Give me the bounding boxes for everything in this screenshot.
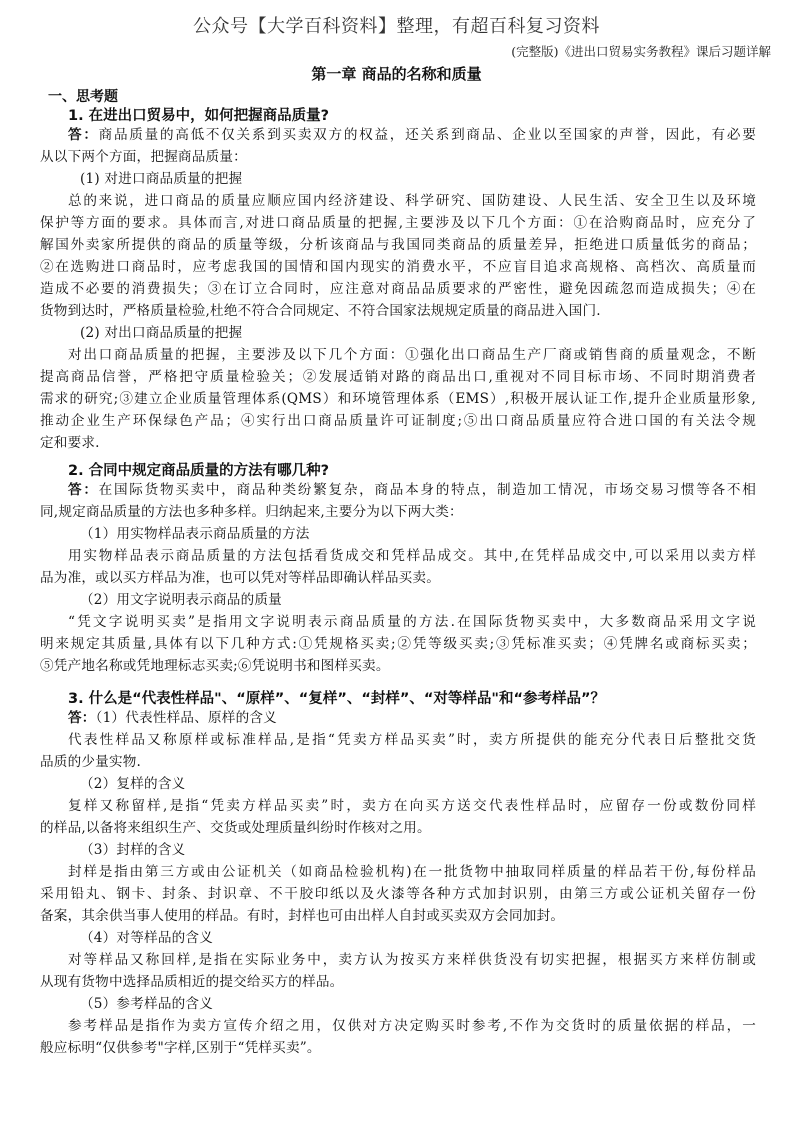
paragraph-line: 提高商品信誉，严格把守质量检验关；②发展适销对路的商品出口,重视对不同目标市场、不同时期消费者 [40,369,756,385]
paragraph-line: 般应标明“仅供参考"字样,区别于“凭样买卖”。 [40,1040,321,1056]
paragraph-line: 保护等方面的要求。具体而言,对进口商品质量的把握,主要涉及以下几个方面：①在洽购商品时，应充分了 [40,215,756,231]
document-subtitle: (完整版)《进出口贸易实务教程》课后习题详解 [511,44,771,59]
answer-label: 答： [68,710,96,726]
paragraph-line: 代表性样品又称原样或标准样品,是指“凭卖方样品买卖”时，卖方所提供的能充分代表日后整批交货 [68,732,756,748]
paragraph-line: 明来规定其质量,具体有以下几种方式:①凭规格买卖;②凭等级买卖;③凭标准买卖；④凭牌名或商标买卖； [40,636,756,652]
paragraph-line: 封样是指由第三方或由公证机关（如商品检验机构)在一批货物中抽取同样质量的样品若干份,每份样品 [68,864,756,880]
paragraph-line: 答：在国际货物买卖中，商品种类纷繁复杂，商品本身的特点，制造加工情况，市场交易习惯等各不相 [68,482,756,498]
paragraph-line: 从现有货物中选择品质相近的提交给买方的样品。 [40,974,344,990]
paragraph-line: 品为准，或以买方样品为准，也可以凭对等样品即确认样品买卖。 [40,570,441,586]
question-3-title: 3. 什么是“代表性样品"、“原样”、“复样”、“封样”、“对等样品"和“参考样品”？ [68,691,606,707]
paragraph-line: 采用铅丸、钢卡、封条、封识章、不干胶印纸以及火漆等各种方式加封识别，由第三方或公证机关留存一份 [40,886,756,902]
paragraph-line: 对等样品又称回样,是指在实际业务中，卖方认为按买方来样供货没有切实把握，根据买方来样仿制或 [68,952,756,968]
paragraph-line: 复样又称留样,是指“凭卖方样品买卖”时，卖方在向买方送交代表性样品时，应留存一份或数份同样 [68,798,756,814]
paragraph-line: 用实物样品表示商品质量的方法包括看货成交和凭样品成交。其中,在凭样品成交中,可以采用以卖方样 [68,548,756,564]
subheading: （5）参考样品的含义 [80,996,213,1012]
answer-label: 答： [68,482,99,498]
subheading: （4）对等样品的含义 [80,930,213,946]
subheading: (1) 对进口商品质量的把握 [80,171,243,187]
paragraph-line: 推动企业生产环保绿色产品；④实行出口商品质量许可证制度;⑤出口商品质量应符合进口国的有关法令规 [40,413,756,429]
paragraph-line: 参考样品是指作为卖方宣传介绍之用，仅供对方决定购买时参考,不作为交货时的质量依据的样品，一 [68,1018,756,1034]
paragraph-line: 的样品,以备将来组织生产、交货或处理质量纠纷时作核对之用。 [40,820,431,836]
paragraph-line: 总的来说，进口商品的质量应顺应国内经济建设、科学研究、国防建设、人民生活、安全卫生以及环境 [68,193,756,209]
section-title: 一、思考题 [48,89,118,105]
watermark-banner: 公众号【大学百科资料】整理，有超百科复习资料 [193,16,600,37]
paragraph-line: “凭文字说明买卖”是指用文字说明表示商品质量的方法.在国际货物买卖中，大多数商品采用文字说 [68,614,756,630]
paragraph-line: 定和要求. [40,435,100,451]
paragraph-line: ②在选购进口商品时，应考虑我国的国情和国内现实的消费水平，不应盲目追求高规格、高档次、高质量而 [40,259,756,275]
paragraph-line: 答：（1）代表性样品、原样的含义 [68,710,277,726]
paragraph-line: 备案，其余供当事人使用的样品。有时，封样也可由出样人自封或买卖双方会同加封。 [40,908,565,924]
paragraph-line: 答：商品质量的高低不仅关系到买卖双方的权益，还关系到商品、企业以至国家的声誉，因此，有必要 [68,127,756,143]
paragraph-line: 品质的少量实物. [40,754,142,770]
answer-label: 答： [68,127,99,143]
subheading: （1）用实物样品表示商品质量的方法 [80,526,310,542]
paragraph-line: 从以下两个方面，把握商品质量： [40,149,247,165]
paragraph-line: 货物到达时，严格质量检验,杜绝不符合合同规定、不符合国家法规规定质量的商品进入国门. [40,303,601,319]
paragraph-line: 解国外卖家所提供的商品的质量等级，分析该商品与我国同类商品的质量差异，拒绝进口质量低劣的商品； [40,237,756,253]
subheading: (2) 对出口商品质量的把握 [80,325,243,341]
paragraph-line: 造成不必要的消费损失；③在订立合同时，应注意对商品品质要求的严密性，避免因疏忽而造成损失；④在 [40,281,756,297]
paragraph-line: 需求的研究;③建立企业质量管理体系(QMS）和环境管理体系（EMS）,积极开展认证工作,提升企业质量形象, [40,391,756,407]
paragraph-line: 同,规定商品质量的方法也多种多样。归纳起来,主要分为以下两大类： [40,504,463,520]
subheading: （3）封样的含义 [80,842,186,858]
question-1-title: 1. 在进出口贸易中，如何把握商品质量? [68,108,330,124]
subheading: （2）用文字说明表示商品的质量 [80,592,282,608]
paragraph-line: 对出口商品质量的把握，主要涉及以下几个方面：①强化出口商品生产厂商或销售商的质量观念，不断 [68,347,756,363]
chapter-title: 第一章 商品的名称和质量 [311,65,482,83]
question-2-title: 2. 合同中规定商品质量的方法有哪几种? [68,463,330,479]
paragraph-line: ⑤凭产地名称或凭地理标志买卖;⑥凭说明书和图样买卖。 [40,658,390,674]
subheading: （2）复样的含义 [80,776,186,792]
